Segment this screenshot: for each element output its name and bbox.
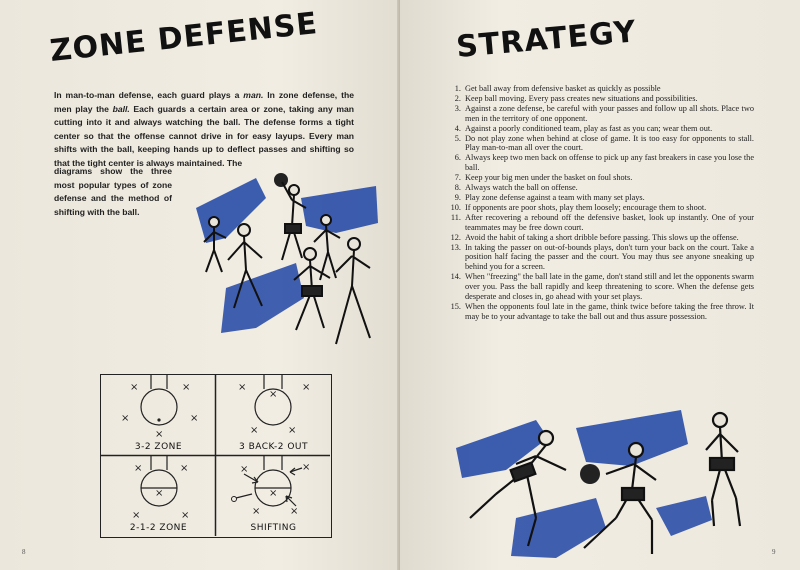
list-item [446, 233, 754, 243]
list-item-number: 4. [454, 123, 461, 133]
diagram-label: 3-2 ZONE [134, 442, 183, 452]
list-item-text: Always watch the ball on offense. [465, 183, 578, 193]
diagram-2-1-2-zone [101, 456, 216, 537]
intro-emphasis-man: man. [243, 90, 264, 100]
list-item-text: Avoid the habit of taking a short dribble before passing. This slows up the offense. [465, 232, 739, 242]
svg-text:×: × [252, 506, 261, 517]
list-item-number: 1. [454, 84, 461, 93]
svg-text:×: × [121, 413, 130, 424]
diagram-3-2-zone [101, 375, 216, 456]
svg-text:×: × [269, 488, 278, 499]
list-item [446, 183, 754, 193]
page-title-strategy: STRATEGY [454, 14, 639, 66]
page-number-left: 8 [22, 548, 26, 556]
list-item-number: 15. [450, 301, 461, 311]
svg-text:×: × [181, 510, 190, 521]
list-item-number: 10. [450, 202, 461, 212]
list-item-text: Play zone defense against a team with many set plays. [465, 192, 645, 202]
players-illustration-right [456, 408, 756, 563]
list-item [446, 302, 754, 322]
list-item [446, 213, 754, 233]
list-item-text: Keep ball moving. Every pass creates new situations and possibilities. [465, 93, 698, 103]
list-item-number: 13. [450, 242, 461, 252]
list-item-text: Always keep two men back on offense to pick up any fast breakers in case you lose the ball. [465, 153, 754, 173]
list-item-number: 11. [450, 212, 461, 222]
list-item-text: Against a zone defense, be careful with your passes and follow up all shots. Place two men in the territory of one opponent. [465, 103, 754, 123]
diagram-3-back-2-out [216, 375, 331, 456]
basketball-icon [580, 464, 600, 484]
intro-text-3: Each guards a certain area or zone, taking any man cutting into it and always watching the ball. The defense forms a tight center so that the offense cannot drive in for easy layups. Every man shifts with the ball, keeping hands up to deflect passes and shifting so that the tight center is always maintained. The [54, 103, 354, 168]
list-item [446, 134, 754, 154]
basketball-icon [274, 173, 288, 187]
list-item-number: 14. [450, 272, 461, 282]
list-item [446, 203, 754, 213]
svg-text:×: × [132, 510, 141, 521]
list-item-number: 5. [454, 133, 461, 143]
intro-text-2: In zone defense, the men play the [54, 90, 354, 114]
svg-text:×: × [302, 382, 311, 393]
page-title-zone-defense: ZONE DEFENSE [48, 6, 320, 69]
list-item-text: When "freezing" the ball late in the game, don't stand still and let the opponents swarm over you. Pass the ball rapidly and keep threatening to score. When the defense gets desperate and closes in, go ahead with your set plays. [465, 272, 754, 302]
intro-paragraph-continued: diagrams show the three most popular types of zone defense and the method of shifting with the ball. [54, 166, 172, 217]
list-item [446, 153, 754, 173]
list-item [446, 173, 754, 183]
list-item-number: 9. [454, 192, 461, 202]
list-item [446, 94, 754, 104]
svg-text:×: × [238, 382, 247, 393]
svg-text:×: × [240, 464, 249, 475]
list-item [446, 193, 754, 203]
list-item-text: When the opponents foul late in the game, think twice before taking the free throw. It may be to your advantage to take the ball out and thus assure possession. [465, 301, 754, 321]
list-item-text: After recovering a rebound off the defensive basket, look up instantly. One of your teammates may be free down court. [465, 212, 754, 232]
zone-diagrams-grid [100, 374, 332, 538]
diagram-label: SHIFTING [250, 523, 297, 533]
svg-text:×: × [250, 425, 259, 436]
list-item-text: If opponents are poor shots, play them loosely; encourage them to shoot. [465, 202, 707, 212]
svg-text:×: × [155, 488, 164, 499]
intro-text-1: In man-to-man defense, each guard plays a [54, 90, 244, 100]
player-figure [706, 413, 740, 526]
list-item-number: 12. [450, 232, 461, 242]
blue-brush-strokes [456, 410, 712, 558]
list-item-number: 6. [454, 153, 461, 163]
list-item-number: 7. [454, 173, 461, 183]
svg-text:×: × [182, 382, 191, 393]
diagram-shifting [216, 456, 331, 537]
svg-text:×: × [155, 429, 164, 440]
svg-text:×: × [269, 389, 278, 400]
list-item-number: 8. [454, 183, 461, 193]
list-item-text: In taking the passer on out-of-bounds plays, don't turn your back on the court. Take a position half facing the passer and the court. You may thus see anyone sneaking up behind you for a screen. [465, 242, 754, 272]
list-item-text: Do not play zone when behind at close of game. It is too easy for opponents to stall. Play man-to-man all over the court. [465, 133, 754, 153]
svg-text:×: × [134, 463, 143, 474]
diagram-label: 2-1-2 ZONE [129, 523, 188, 533]
player-figure [336, 238, 370, 344]
list-item-number: 2. [454, 93, 461, 103]
diagram-label: 3 BACK-2 OUT [238, 442, 308, 452]
svg-text:×: × [288, 425, 297, 436]
page-number-right: 9 [772, 548, 776, 556]
svg-text:×: × [302, 462, 311, 473]
player-figure [282, 182, 306, 260]
list-item-text: Keep your big men under the basket on foul shots. [465, 173, 633, 183]
list-item [446, 272, 754, 302]
intro-paragraph [54, 89, 354, 171]
intro-emphasis-ball: ball. [112, 103, 130, 114]
list-item-number: 3. [454, 103, 461, 113]
svg-text:×: × [190, 413, 199, 424]
list-item [446, 243, 754, 273]
list-item [446, 84, 754, 94]
list-item [446, 124, 754, 134]
players-illustration-left [186, 168, 382, 360]
svg-text:×: × [290, 506, 299, 517]
svg-text:×: × [180, 463, 189, 474]
list-item [446, 104, 754, 124]
strategy-list [446, 84, 754, 322]
list-item-text: Against a poorly conditioned team, play as fast as you can; wear them out. [465, 123, 713, 133]
svg-text:×: × [130, 382, 139, 393]
list-item-text: Get ball away from defensive basket as quickly as possible [465, 84, 661, 93]
blue-brush-strokes [196, 178, 378, 333]
